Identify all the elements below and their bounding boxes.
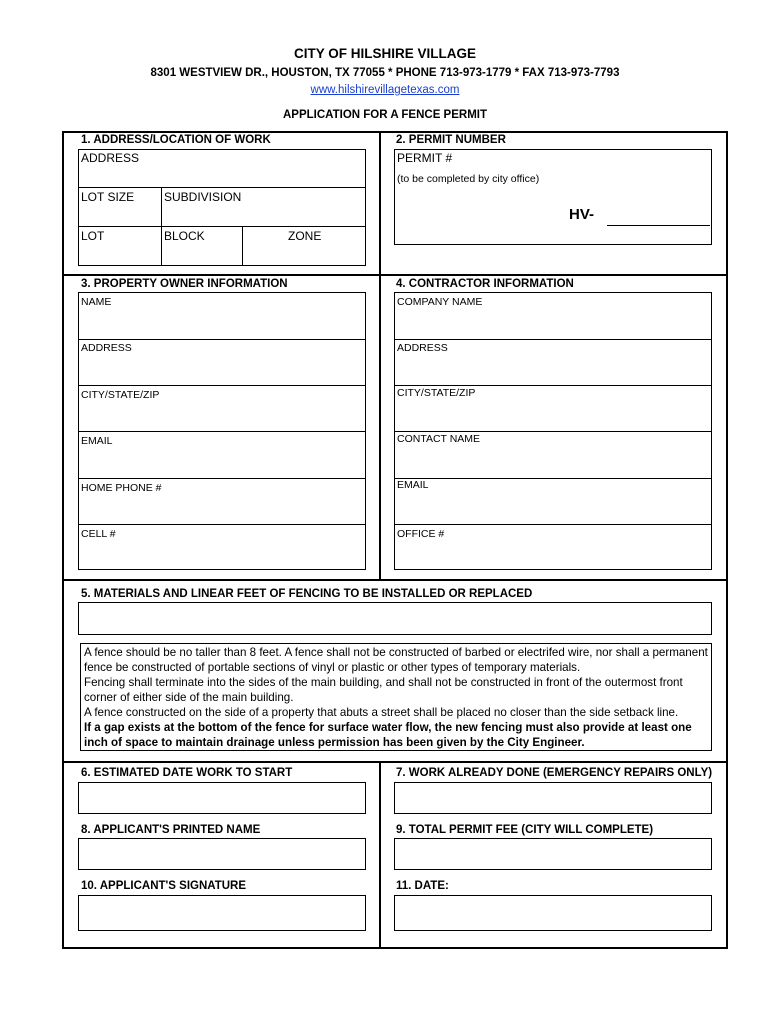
divider — [379, 131, 381, 275]
divider — [78, 187, 366, 188]
notice-paragraph: Fencing shall terminate into the sides of the main building, and shall not be constructed in front of the outermost front corner of either side of the main building. — [84, 676, 683, 704]
contractor-address-field[interactable]: ADDRESS — [397, 342, 448, 354]
divider — [379, 761, 381, 949]
subdivision-field[interactable]: SUBDIVISION — [164, 190, 242, 204]
section3-heading: 3. PROPERTY OWNER INFORMATION — [81, 278, 288, 290]
block-field[interactable]: BLOCK — [164, 229, 205, 243]
fence-rules-notice — [80, 643, 712, 751]
divider — [62, 579, 728, 581]
divider — [394, 431, 712, 432]
section9-heading: 9. TOTAL PERMIT FEE (CITY WILL COMPLETE) — [396, 824, 654, 836]
website-line — [0, 84, 770, 96]
owner-name-field[interactable]: NAME — [81, 296, 112, 308]
divider — [394, 339, 712, 340]
divider — [394, 524, 712, 525]
divider — [62, 761, 728, 763]
permit-note: (to be completed by city office) — [397, 173, 540, 185]
divider — [394, 385, 712, 386]
printed-name-input[interactable] — [78, 838, 366, 870]
city-contact-line: 8301 WESTVIEW DR., HOUSTON, TX 77055 * PHONE 713-973-1779 * FAX 713-973-7793 — [150, 67, 620, 79]
address-location-grid — [78, 149, 366, 266]
date-input[interactable] — [394, 895, 712, 931]
divider — [78, 339, 366, 340]
zone-field[interactable]: ZONE — [288, 229, 322, 243]
city-name: CITY OF HILSHIRE VILLAGE — [293, 46, 476, 61]
contractor-email-field[interactable]: EMAIL — [397, 479, 429, 491]
section11-heading: 11. DATE: — [396, 880, 449, 892]
divider — [394, 478, 712, 479]
divider — [242, 226, 243, 266]
section1-heading: 1. ADDRESS/LOCATION OF WORK — [81, 134, 271, 146]
signature-input[interactable] — [78, 895, 366, 931]
owner-address-field[interactable]: ADDRESS — [81, 342, 132, 354]
permit-label: PERMIT # — [397, 151, 453, 165]
lot-field[interactable]: LOT — [81, 229, 105, 243]
notice-paragraph: A fence should be no taller than 8 feet. A fence shall not be constructed of barbed or electrifed wire, nor shall a permanent fence be constructed of portable sections of vinyl or plastic or other types of temporary materials. — [84, 646, 708, 674]
start-date-input[interactable] — [78, 782, 366, 814]
contact-name-field[interactable]: CONTACT NAME — [397, 433, 481, 445]
divider — [62, 274, 728, 276]
divider — [161, 187, 162, 266]
owner-home-phone-field[interactable]: HOME PHONE # — [81, 482, 162, 494]
form-title: APPLICATION FOR A FENCE PERMIT — [282, 109, 488, 121]
section2-heading: 2. PERMIT NUMBER — [396, 134, 506, 146]
divider — [78, 226, 366, 227]
website-link[interactable]: www.hilshirevillagetexas.com — [310, 84, 460, 96]
section4-heading: 4. CONTRACTOR INFORMATION — [396, 278, 574, 290]
divider — [379, 274, 381, 580]
lot-size-field[interactable]: LOT SIZE — [81, 190, 135, 204]
notice-paragraph-bold: If a gap exists at the bottom of the fence for surface water flow, the new fencing must also provide at least one inch of space to maintain drainage unless permission has been given by the City Engineer. — [84, 721, 692, 749]
owner-email-field[interactable]: EMAIL — [81, 435, 113, 447]
owner-cell-field[interactable]: CELL # — [81, 528, 116, 540]
contractor-city-state-zip-field[interactable]: CITY/STATE/ZIP — [397, 387, 476, 399]
work-done-input[interactable] — [394, 782, 712, 814]
owner-city-state-zip-field[interactable]: CITY/STATE/ZIP — [81, 389, 160, 401]
office-phone-field[interactable]: OFFICE # — [397, 528, 445, 540]
divider — [78, 385, 366, 386]
permit-prefix: HV- — [569, 206, 595, 223]
section8-heading: 8. APPLICANT'S PRINTED NAME — [81, 824, 261, 836]
section6-heading: 6. ESTIMATED DATE WORK TO START — [81, 767, 293, 779]
notice-paragraph: A fence constructed on the side of a property that abuts a street shall be placed no closer than the side setback line. — [84, 706, 679, 719]
divider — [78, 524, 366, 525]
section5-heading: 5. MATERIALS AND LINEAR FEET OF FENCING TO BE INSTALLED OR REPLACED — [81, 588, 533, 600]
section10-heading: 10. APPLICANT'S SIGNATURE — [81, 880, 247, 892]
divider — [78, 431, 366, 432]
materials-input[interactable] — [78, 602, 712, 635]
divider — [78, 478, 366, 479]
section7-heading: 7. WORK ALREADY DONE (EMERGENCY REPAIRS ONLY) — [396, 767, 713, 779]
company-name-field[interactable]: COMPANY NAME — [397, 296, 483, 308]
permit-number-line[interactable] — [607, 225, 710, 226]
permit-fee-input[interactable] — [394, 838, 712, 870]
address-field[interactable]: ADDRESS — [81, 151, 140, 165]
